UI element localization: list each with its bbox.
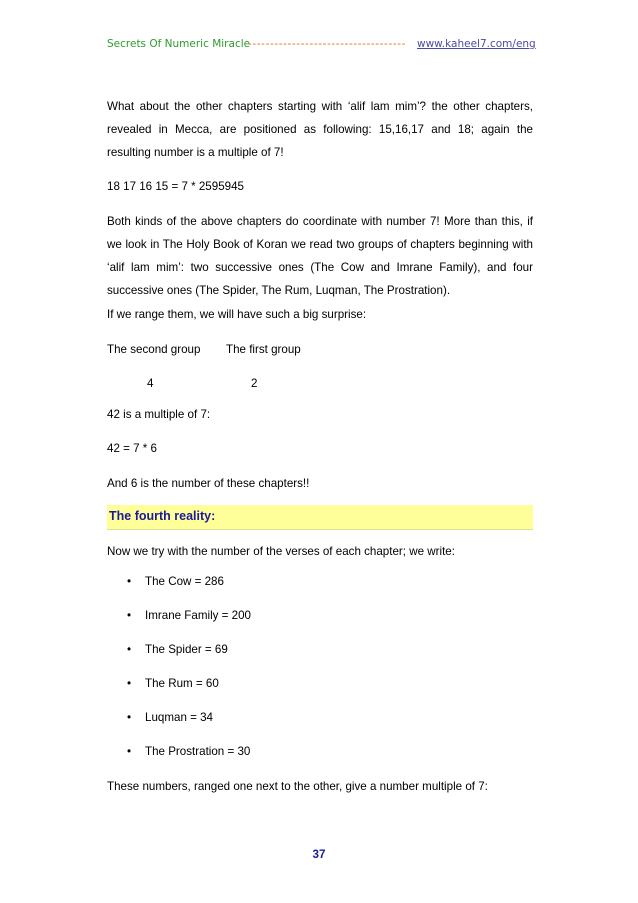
header-divider: ------------------------------------ bbox=[248, 38, 406, 50]
header-url-link[interactable]: www.kaheel7.com/eng bbox=[417, 38, 536, 50]
paragraph-other-chapters: What about the other chapters starting with ‘alif lam mim’? the other chapters, revealed in Mecca, are positioned as following: 15,16,17 and 18; again the resulting number is a multiple of 7! bbox=[107, 100, 533, 159]
verses-list bbox=[107, 570, 533, 774]
bullet-icon: • bbox=[127, 575, 132, 588]
list-item: • The Cow = 286 bbox=[107, 570, 533, 604]
equation-chapters: 18 17 16 15 = 7 * 2595945 bbox=[107, 180, 244, 193]
page-number: 37 bbox=[312, 848, 326, 861]
bullet-icon: • bbox=[127, 643, 132, 656]
paragraph-six-chapters: And 6 is the number of these chapters!! bbox=[107, 477, 310, 490]
paragraph-multiple-42: 42 is a multiple of 7: bbox=[107, 408, 211, 421]
paragraph-multiple-conclusion: These numbers, ranged one next to the other, give a number multiple of 7: bbox=[107, 780, 488, 793]
paragraph-verses-intro: Now we try with the number of the verses of each chapter; we write: bbox=[107, 545, 455, 558]
bullet-icon: • bbox=[127, 677, 132, 690]
section-heading-text: The fourth reality: bbox=[109, 509, 216, 523]
first-group-value: 2 bbox=[251, 377, 258, 390]
bullet-icon: • bbox=[127, 609, 132, 622]
bullet-icon: • bbox=[127, 711, 132, 724]
list-item: • Luqman = 34 bbox=[107, 706, 533, 740]
list-item: • The Rum = 60 bbox=[107, 672, 533, 706]
header-title: Secrets Of Numeric Miracle bbox=[107, 38, 251, 50]
second-group-value: 4 bbox=[147, 377, 154, 390]
paragraph-surprise: If we range them, we will have such a big surprise: bbox=[107, 308, 367, 321]
second-group-label: The second group bbox=[107, 343, 201, 356]
page-header bbox=[107, 38, 536, 54]
list-item: • Imrane Family = 200 bbox=[107, 604, 533, 638]
equation-42: 42 = 7 * 6 bbox=[107, 442, 157, 455]
first-group-label: The first group bbox=[226, 343, 301, 356]
paragraph-two-groups: Both kinds of the above chapters do coordinate with number 7! More than this, if we look in The Holy Book of Koran we read two groups of chapters beginning with ‘alif lam mim’: two successive ones (The Cow and Imrane Family), and four successive ones (The Spider, The Rum, Luqman, The Prostration). bbox=[107, 215, 533, 297]
bullet-icon: • bbox=[127, 745, 132, 758]
section-heading bbox=[107, 505, 533, 530]
group-labels-row bbox=[107, 338, 533, 361]
list-item: • The Prostration = 30 bbox=[107, 740, 533, 774]
list-item: • The Spider = 69 bbox=[107, 638, 533, 672]
